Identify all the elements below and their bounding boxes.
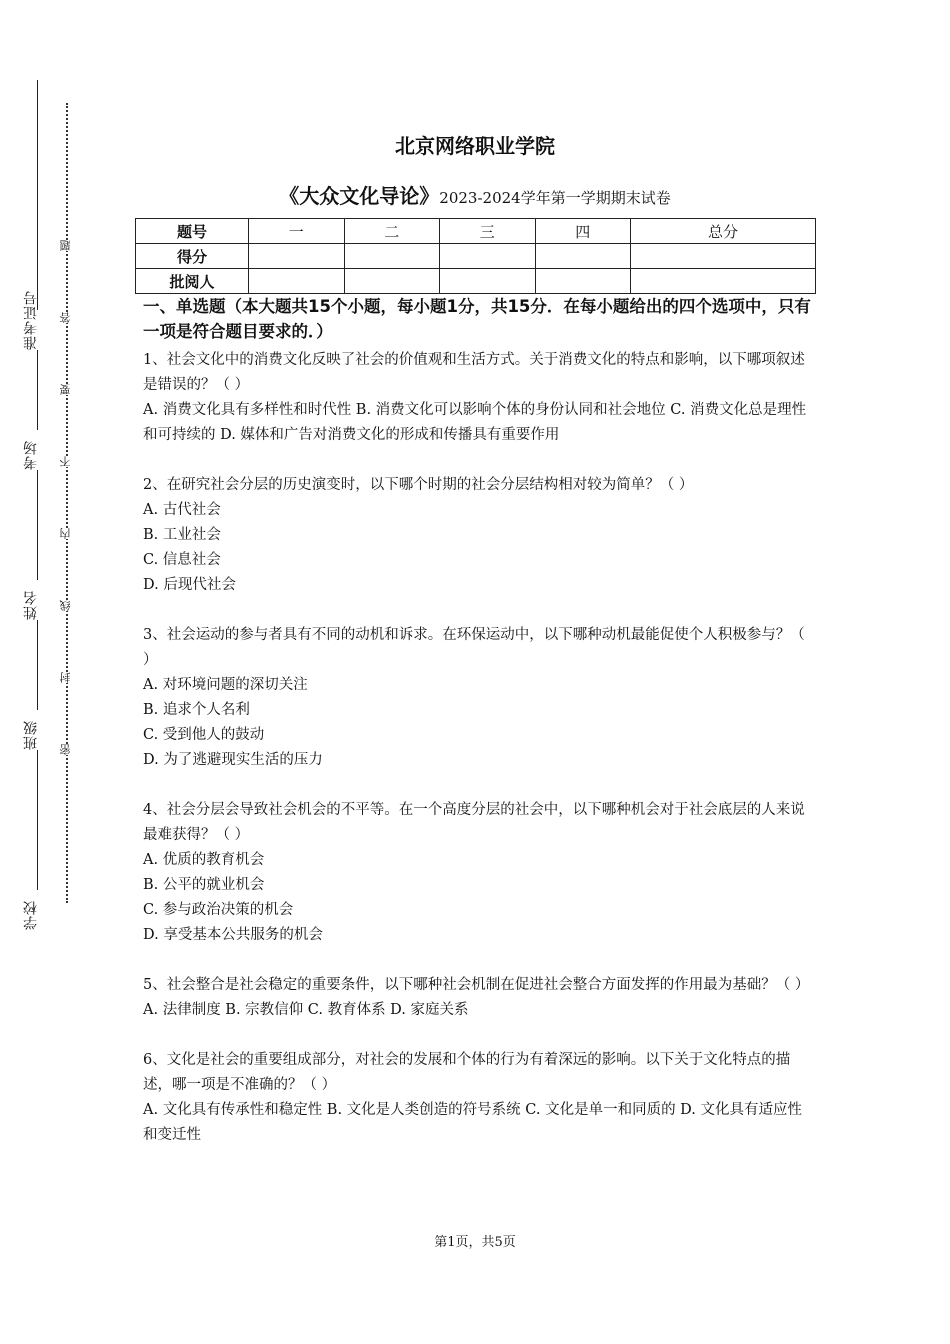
option-a: A. 古代社会 [143, 502, 221, 518]
option-c: C. 参与政治决策的机会 [143, 902, 294, 918]
score-table-column: 四 [535, 219, 631, 244]
option-b: B. 追求个人名利 [143, 702, 250, 718]
question-stem: 4、社会分层会导致社会机会的不平等。在一个高度分层的社会中，以下哪种机会对于社会底层的人来说最难获得？（ ） [143, 802, 805, 843]
question-stem: 1、社会文化中的消费文化反映了社会的价值观和生活方式。关于消费文化的特点和影响，以下哪项叙述是错误的？（ ） [143, 352, 805, 393]
question-stem: 2、在研究社会分层的历史演变时，以下哪个时期的社会分层结构相对较为简单？（ ） [143, 477, 694, 493]
seal-char: 封 [59, 672, 72, 683]
exam-room-label: 考场 [23, 440, 39, 470]
score-cell[interactable] [249, 244, 345, 269]
question-2 [143, 473, 813, 598]
reviewer-cell[interactable] [631, 269, 816, 294]
school-name: 北京网络职业学院 [395, 134, 555, 158]
school-label: 学校 [23, 900, 39, 930]
reviewer-cell[interactable] [440, 269, 536, 294]
reviewer-cell[interactable] [249, 269, 345, 294]
question-1 [143, 348, 813, 448]
score-table-column: 三 [440, 219, 536, 244]
question-6 [143, 1048, 813, 1148]
reviewer-row-label: 批阅人 [136, 269, 249, 294]
score-table-column: 二 [344, 219, 440, 244]
class-field [18, 620, 52, 750]
name-field [18, 470, 52, 620]
option-b: B. 工业社会 [143, 527, 221, 543]
class-label: 班级 [23, 720, 39, 750]
score-table-column: 总分 [631, 219, 816, 244]
question-stem: 6、文化是社会的重要组成部分，对社会的发展和个体的行为有着深远的影响。以下关于文化特点的描述，哪一项是不准确的？（ ） [143, 1052, 791, 1093]
score-table-header-label: 题号 [136, 219, 249, 244]
option-c: C. 信息社会 [143, 552, 221, 568]
seal-char: 密 [59, 744, 72, 755]
option-a: A. 优质的教育机会 [143, 852, 265, 868]
question-options: A. 消费文化具有多样性和时代性 B. 消费文化可以影响个体的身份认同和社会地位 C. 消费文化总是理性和可持续的 D. 媒体和广告对消费文化的形成和传播具有重要作用 [143, 402, 807, 443]
score-row-label: 得分 [136, 244, 249, 269]
score-table-column: 一 [249, 219, 345, 244]
school-field [18, 750, 52, 930]
exam-term: 2023-2024学年第一学期期末试卷 [439, 189, 671, 207]
score-table [135, 218, 816, 294]
score-row [136, 244, 816, 269]
course-name: 《大众文化导论》 [279, 184, 440, 208]
score-cell[interactable] [535, 244, 631, 269]
binding-margin-fields [18, 80, 52, 940]
question-4 [143, 798, 813, 948]
seal-char: 线 [59, 600, 72, 611]
reviewer-row [136, 269, 816, 294]
reviewer-cell[interactable] [344, 269, 440, 294]
question-options: A. 法律制度 B. 宗教信仰 C. 教育体系 D. 家庭关系 [143, 1002, 469, 1018]
question-5 [143, 973, 813, 1023]
seal-char: 答 [59, 312, 72, 323]
question-stem: 3、社会运动的参与者具有不同的动机和诉求。在环保运动中，以下哪种动机最能促使个人积极参与？（ ） [143, 627, 805, 668]
exam-number-label: 准考证号 [23, 290, 39, 350]
seal-line-text [58, 240, 76, 760]
option-c: C. 受到他人的鼓动 [143, 727, 265, 743]
exam-content [143, 294, 813, 1148]
question-3 [143, 623, 813, 773]
seal-char: 内 [59, 528, 72, 539]
option-d: D. 为了逃避现实生活的压力 [143, 752, 323, 768]
seal-char: 要 [59, 384, 72, 395]
option-d: D. 享受基本公共服务的机会 [143, 927, 323, 943]
seal-char: 不 [59, 456, 72, 467]
exam-title [0, 180, 950, 209]
question-stem: 5、社会整合是社会稳定的重要条件，以下哪种社会机制在促进社会整合方面发挥的作用最为基础？（ ） [143, 977, 810, 993]
exam-number-field [18, 80, 52, 350]
score-cell[interactable] [344, 244, 440, 269]
option-a: A. 对环境问题的深切关注 [143, 677, 308, 693]
score-cell[interactable] [440, 244, 536, 269]
page-number: 第1页，共5页 [434, 1235, 516, 1250]
option-b: B. 公平的就业机会 [143, 877, 265, 893]
seal-char: 题 [59, 240, 72, 251]
reviewer-cell[interactable] [535, 269, 631, 294]
question-options: A. 文化具有传承性和稳定性 B. 文化是人类创造的符号系统 C. 文化是单一和同质的 D. 文化具有适应性和变迁性 [143, 1102, 803, 1143]
score-cell[interactable] [631, 244, 816, 269]
name-label: 姓名 [23, 590, 39, 620]
option-d: D. 后现代社会 [143, 577, 236, 593]
exam-room-field [18, 350, 52, 470]
score-table-header-row [136, 219, 816, 244]
section-title: 一、单选题（本大题共15个小题，每小题1分，共15分．在每小题给出的四个选项中，只有一项是符合题目要求的．） [143, 297, 811, 341]
